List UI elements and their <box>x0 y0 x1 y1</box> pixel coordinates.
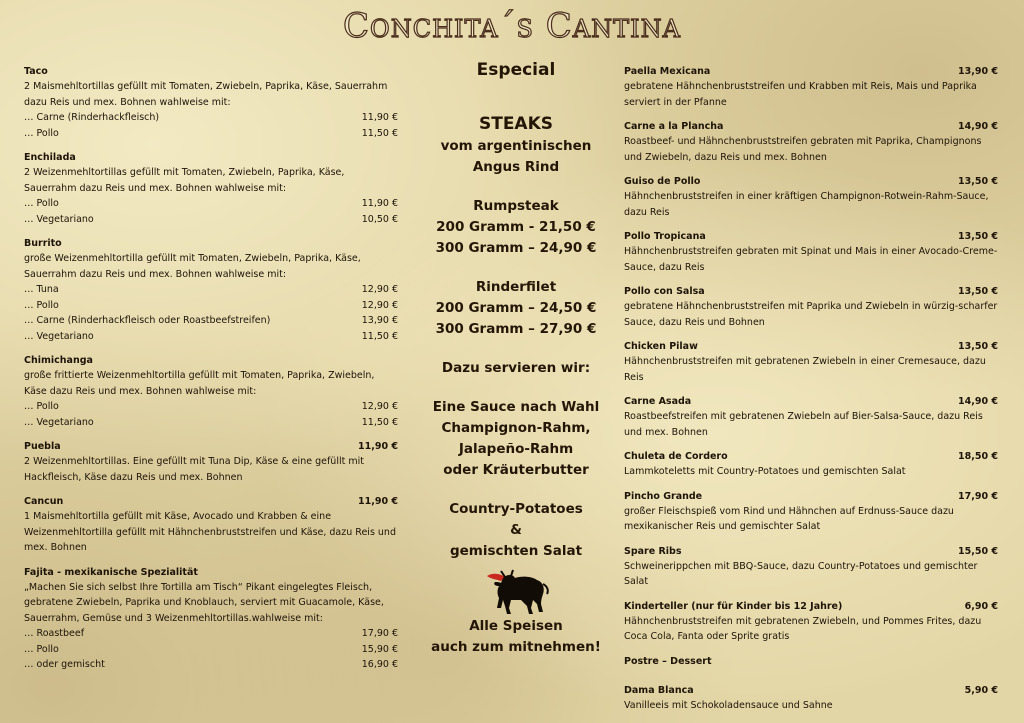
item-name: Chuleta de Cordero <box>624 451 728 462</box>
item-price: 13,90 € <box>958 66 998 77</box>
option-label: … Pollo <box>24 299 59 311</box>
item-price: 14,90 € <box>958 121 998 132</box>
menu-item <box>24 64 398 141</box>
menu-item <box>24 439 398 485</box>
option-row <box>24 196 398 212</box>
option-label: … Tuna <box>24 284 59 295</box>
item-name-row <box>624 683 998 698</box>
sauce-line-2: Champignon-Rahm, <box>441 420 591 436</box>
item-name-row <box>24 353 398 368</box>
item-name: Pollo con Salsa <box>624 286 705 297</box>
item-name-row <box>624 174 998 189</box>
option-price: 11,50 € <box>361 127 398 139</box>
side-line-1: Country-Potatoes <box>449 501 583 517</box>
steaks-sub-1: vom argentinischen <box>440 138 592 154</box>
item-description: Hähnchenbruststreifen gebraten mit Spinat und Mais in einer Avocado-Creme-Sauce, dazu Reis <box>624 246 998 273</box>
rinderfilet-300: 300 Gramm – 27,90 € <box>435 321 597 337</box>
option-label: … Pollo <box>24 643 59 655</box>
option-price: 15,90 € <box>361 643 398 655</box>
menu-item <box>624 119 998 165</box>
item-description: Lammkoteletts mit Country-Potatoes und gemischten Salat <box>624 466 906 477</box>
item-description: gebratene Hähnchenbruststreifen mit Paprika und Zwiebeln in würzig-scharfer Sauce, dazu Reis und Bohnen <box>624 301 998 328</box>
item-description: Hähnchenbruststreifen mit gebratenen Zwiebeln in einer Cremesauce, dazu Reis <box>624 356 986 383</box>
side-line-2: & <box>510 522 522 538</box>
option-label: … Carne (Rinderhackfleisch) <box>24 112 160 123</box>
item-name: Chicken Pilaw <box>624 341 698 352</box>
menu-item <box>24 353 398 430</box>
rinderfilet-heading: Rinderfilet <box>475 279 557 295</box>
item-name: Enchilada <box>24 152 76 163</box>
item-name: Carne a la Plancha <box>624 121 724 132</box>
sauce-line-1: Eine Sauce nach Wahl <box>432 399 600 415</box>
takeaway-line-1: Alle Speisen <box>469 618 563 634</box>
option-price: 16,90 € <box>361 659 398 670</box>
item-description: Roastbeef- und Hähnchenbruststreifen gebraten mit Paprika, Champignons und Zwiebeln, dazu Reis und mex. Bohnen <box>624 136 982 163</box>
item-name: Pollo Tropicana <box>624 231 706 242</box>
steaks-heading: STEAKS <box>478 114 554 134</box>
option-row <box>24 110 398 126</box>
item-name-row <box>624 119 998 134</box>
menu-item <box>624 64 998 110</box>
item-description: „Machen Sie sich selbst Ihre Tortilla am Tisch“ Pikant eingelegtes Fleisch, gebratene Zwiebeln, Paprika und Knoblauch, serviert mit Guacamole, Käse, Sauerrahm, Gemüse und 3 Weizenmehltortillas.wahlweise mit: <box>24 581 384 624</box>
option-price: 11,50 € <box>361 330 398 342</box>
item-name: Fajita - mexikanische Spezialität <box>24 566 198 578</box>
item-name: Burrito <box>24 238 62 249</box>
item-description: 2 Maismehltortillas gefüllt mit Tomaten, Zwiebeln, Paprika, Käse, Sauerrahm dazu Reis und mex. Bohnen wahlweise mit: <box>24 81 388 108</box>
sauce-line-4: oder Kräuterbutter <box>443 462 589 478</box>
option-row <box>24 642 398 658</box>
item-name: Pincho Grande <box>624 490 703 502</box>
option-row <box>24 298 398 314</box>
option-price: 11,90 € <box>361 198 398 209</box>
item-name-row <box>624 489 998 504</box>
option-row <box>24 126 398 142</box>
item-name-row <box>624 394 998 409</box>
item-name-row <box>624 449 998 464</box>
option-price: 12,90 € <box>361 401 398 412</box>
option-label: … Pollo <box>24 127 59 139</box>
left-menu-column <box>24 64 398 682</box>
option-price: 11,50 € <box>361 416 398 428</box>
item-description: 1 Maismehltortilla gefüllt mit Käse, Avocado und Krabben & eine Weizenmehltortilla gefüllt mit Hähnchenbruststreifen und Käse, dazu Reis und mex. Bohnen <box>24 511 396 553</box>
item-price: 18,50 € <box>958 451 998 462</box>
menu-item <box>624 654 998 669</box>
item-description: großer Fleischspieß vom Rind und Hähnchen auf Erdnuss-Sauce dazu mexikanischer Reis und gemischter Salat <box>624 505 954 532</box>
menu-item <box>624 599 998 645</box>
option-label: … Carne (Rinderhackfleisch oder Roastbeefstreifen) <box>24 315 271 326</box>
menu-item <box>24 236 398 344</box>
option-row <box>24 329 398 345</box>
menu-item <box>624 339 998 385</box>
item-price: 13,50 € <box>958 176 998 187</box>
item-description: Schweinerippchen mit BBQ-Sauce, dazu Country-Potatoes und gemischter Salat <box>624 560 978 587</box>
item-name: Guiso de Pollo <box>624 176 701 187</box>
item-description: 2 Weizenmehltortillas. Eine gefüllt mit Tuna Dip, Käse & eine gefüllt mit Hackfleisch, Käse dazu Reis und mex. Bohnen <box>24 456 364 483</box>
item-name-row <box>624 229 998 244</box>
item-name-row <box>24 439 398 454</box>
option-price: 10,50 € <box>361 213 398 225</box>
option-label: … Vegetariano <box>24 330 94 342</box>
serve-heading: Dazu servieren wir: <box>441 360 591 376</box>
rumpsteak-300: 300 Gramm – 24,90 € <box>435 240 597 256</box>
menu-item <box>24 150 398 227</box>
item-price: 5,90 € <box>964 684 998 696</box>
bull-icon <box>481 564 551 616</box>
item-price: 17,90 € <box>958 490 998 502</box>
menu-item <box>624 229 998 275</box>
option-row <box>24 399 398 415</box>
option-row <box>24 415 398 431</box>
menu-item <box>624 449 998 480</box>
item-name: Cancun <box>24 496 64 507</box>
item-description: Roastbeefstreifen mit gebratenen Zwiebeln auf Bier-Salsa-Sauce, dazu Reis und mex. Bohnen <box>624 411 983 438</box>
item-price: 13,50 € <box>958 231 998 242</box>
option-label: … Vegetariano <box>24 213 94 225</box>
item-name-row <box>24 64 398 79</box>
item-name-row <box>24 150 398 165</box>
item-name: Paella Mexicana <box>624 66 711 77</box>
item-name: Postre – Dessert <box>624 655 712 667</box>
item-description: große frittierte Weizenmehltortilla gefüllt mit Tomaten, Paprika, Zwiebeln, Käse dazu Reis und mex. Bohnen wahlweise mit: <box>24 370 375 397</box>
item-name: Chimichanga <box>24 355 93 366</box>
rinderfilet-200: 200 Gramm – 24,50 € <box>435 300 597 316</box>
item-price: 13,50 € <box>958 286 998 297</box>
steaks-sub-2: Angus Rind <box>472 159 560 175</box>
item-description: 2 Weizenmehltortillas gefüllt mit Tomaten, Zwiebeln, Paprika, Käse, Sauerrahm dazu Reis und mex. Bohnen wahlweise mit: <box>24 167 345 194</box>
item-price: 14,90 € <box>958 396 998 407</box>
menu-item <box>624 489 998 535</box>
menu-item <box>624 683 998 714</box>
option-row <box>24 626 398 642</box>
menu-item <box>624 394 998 440</box>
option-label: … oder gemischt <box>24 659 105 670</box>
menu-item <box>624 544 998 590</box>
item-name: Spare Ribs <box>624 545 682 557</box>
option-row <box>24 313 398 329</box>
option-price: 12,90 € <box>361 284 398 295</box>
item-description: große Weizenmehltortilla gefüllt mit Tomaten, Zwiebeln, Paprika, Käse, Sauerrahm dazu Reis und mex. Bohnen wahlweise mit: <box>24 253 361 280</box>
item-price: 6,90 € <box>964 600 998 612</box>
menu-item <box>624 284 998 330</box>
menu-item <box>24 565 398 673</box>
item-name-row <box>624 599 998 614</box>
menu-item <box>624 174 998 220</box>
option-row <box>24 282 398 298</box>
item-name-row <box>624 64 998 79</box>
side-line-3: gemischten Salat <box>449 543 583 559</box>
item-description: Vanilleeis mit Schokoladensauce und Sahne <box>624 699 833 711</box>
option-price: 17,90 € <box>361 628 398 639</box>
item-name: Kinderteller (nur für Kinder bis 12 Jahre) <box>624 600 843 612</box>
item-name-row <box>624 339 998 354</box>
rumpsteak-200: 200 Gramm - 21,50 € <box>436 219 596 235</box>
option-price: 11,90 € <box>361 112 398 123</box>
option-label: … Roastbeef <box>24 628 85 639</box>
item-name: Taco <box>24 66 48 77</box>
item-name: Dama Blanca <box>624 684 694 696</box>
item-name: Carne Asada <box>624 396 692 407</box>
option-price: 12,90 € <box>361 299 398 311</box>
menu-title: Conchita´s Cantina <box>343 6 681 46</box>
option-price: 13,90 € <box>361 315 398 326</box>
item-name-row <box>624 284 998 299</box>
item-description: Hähnchenbruststreifen mit gebratenen Zwiebeln, und Pommes Frites, dazu Coca Cola, Fanta oder Sprite gratis <box>624 615 982 642</box>
takeaway-line-2: auch zum mitnehmen! <box>431 639 601 655</box>
item-description: Hähnchenbruststreifen in einer kräftigen Champignon-Rotwein-Rahm-Sauce, dazu Reis <box>624 191 989 218</box>
item-description: gebratene Hähnchenbruststreifen und Krabben mit Reis, Mais und Paprika serviert in der Pfanne <box>624 81 977 108</box>
item-name-row <box>624 654 998 669</box>
item-price: 13,50 € <box>958 341 998 352</box>
rumpsteak-heading: Rumpsteak <box>473 198 559 214</box>
menu-item <box>24 494 398 556</box>
option-label: … Vegetariano <box>24 416 94 428</box>
item-name-row <box>624 544 998 559</box>
item-name-row <box>24 565 398 580</box>
item-name-row <box>24 236 398 251</box>
item-name-row <box>24 494 398 509</box>
special-column <box>418 58 614 658</box>
right-menu-column <box>624 64 998 722</box>
sauce-line-3: Jalapeño-Rahm <box>458 441 574 457</box>
option-label: … Pollo <box>24 401 59 412</box>
item-price: 15,50 € <box>958 545 998 557</box>
option-row <box>24 212 398 228</box>
item-name: Puebla <box>24 441 61 452</box>
option-label: … Pollo <box>24 198 59 209</box>
item-price: 11,90 € <box>358 441 398 452</box>
option-row <box>24 657 398 673</box>
item-price: 11,90 € <box>358 496 398 507</box>
especial-heading: Especial <box>476 60 556 80</box>
